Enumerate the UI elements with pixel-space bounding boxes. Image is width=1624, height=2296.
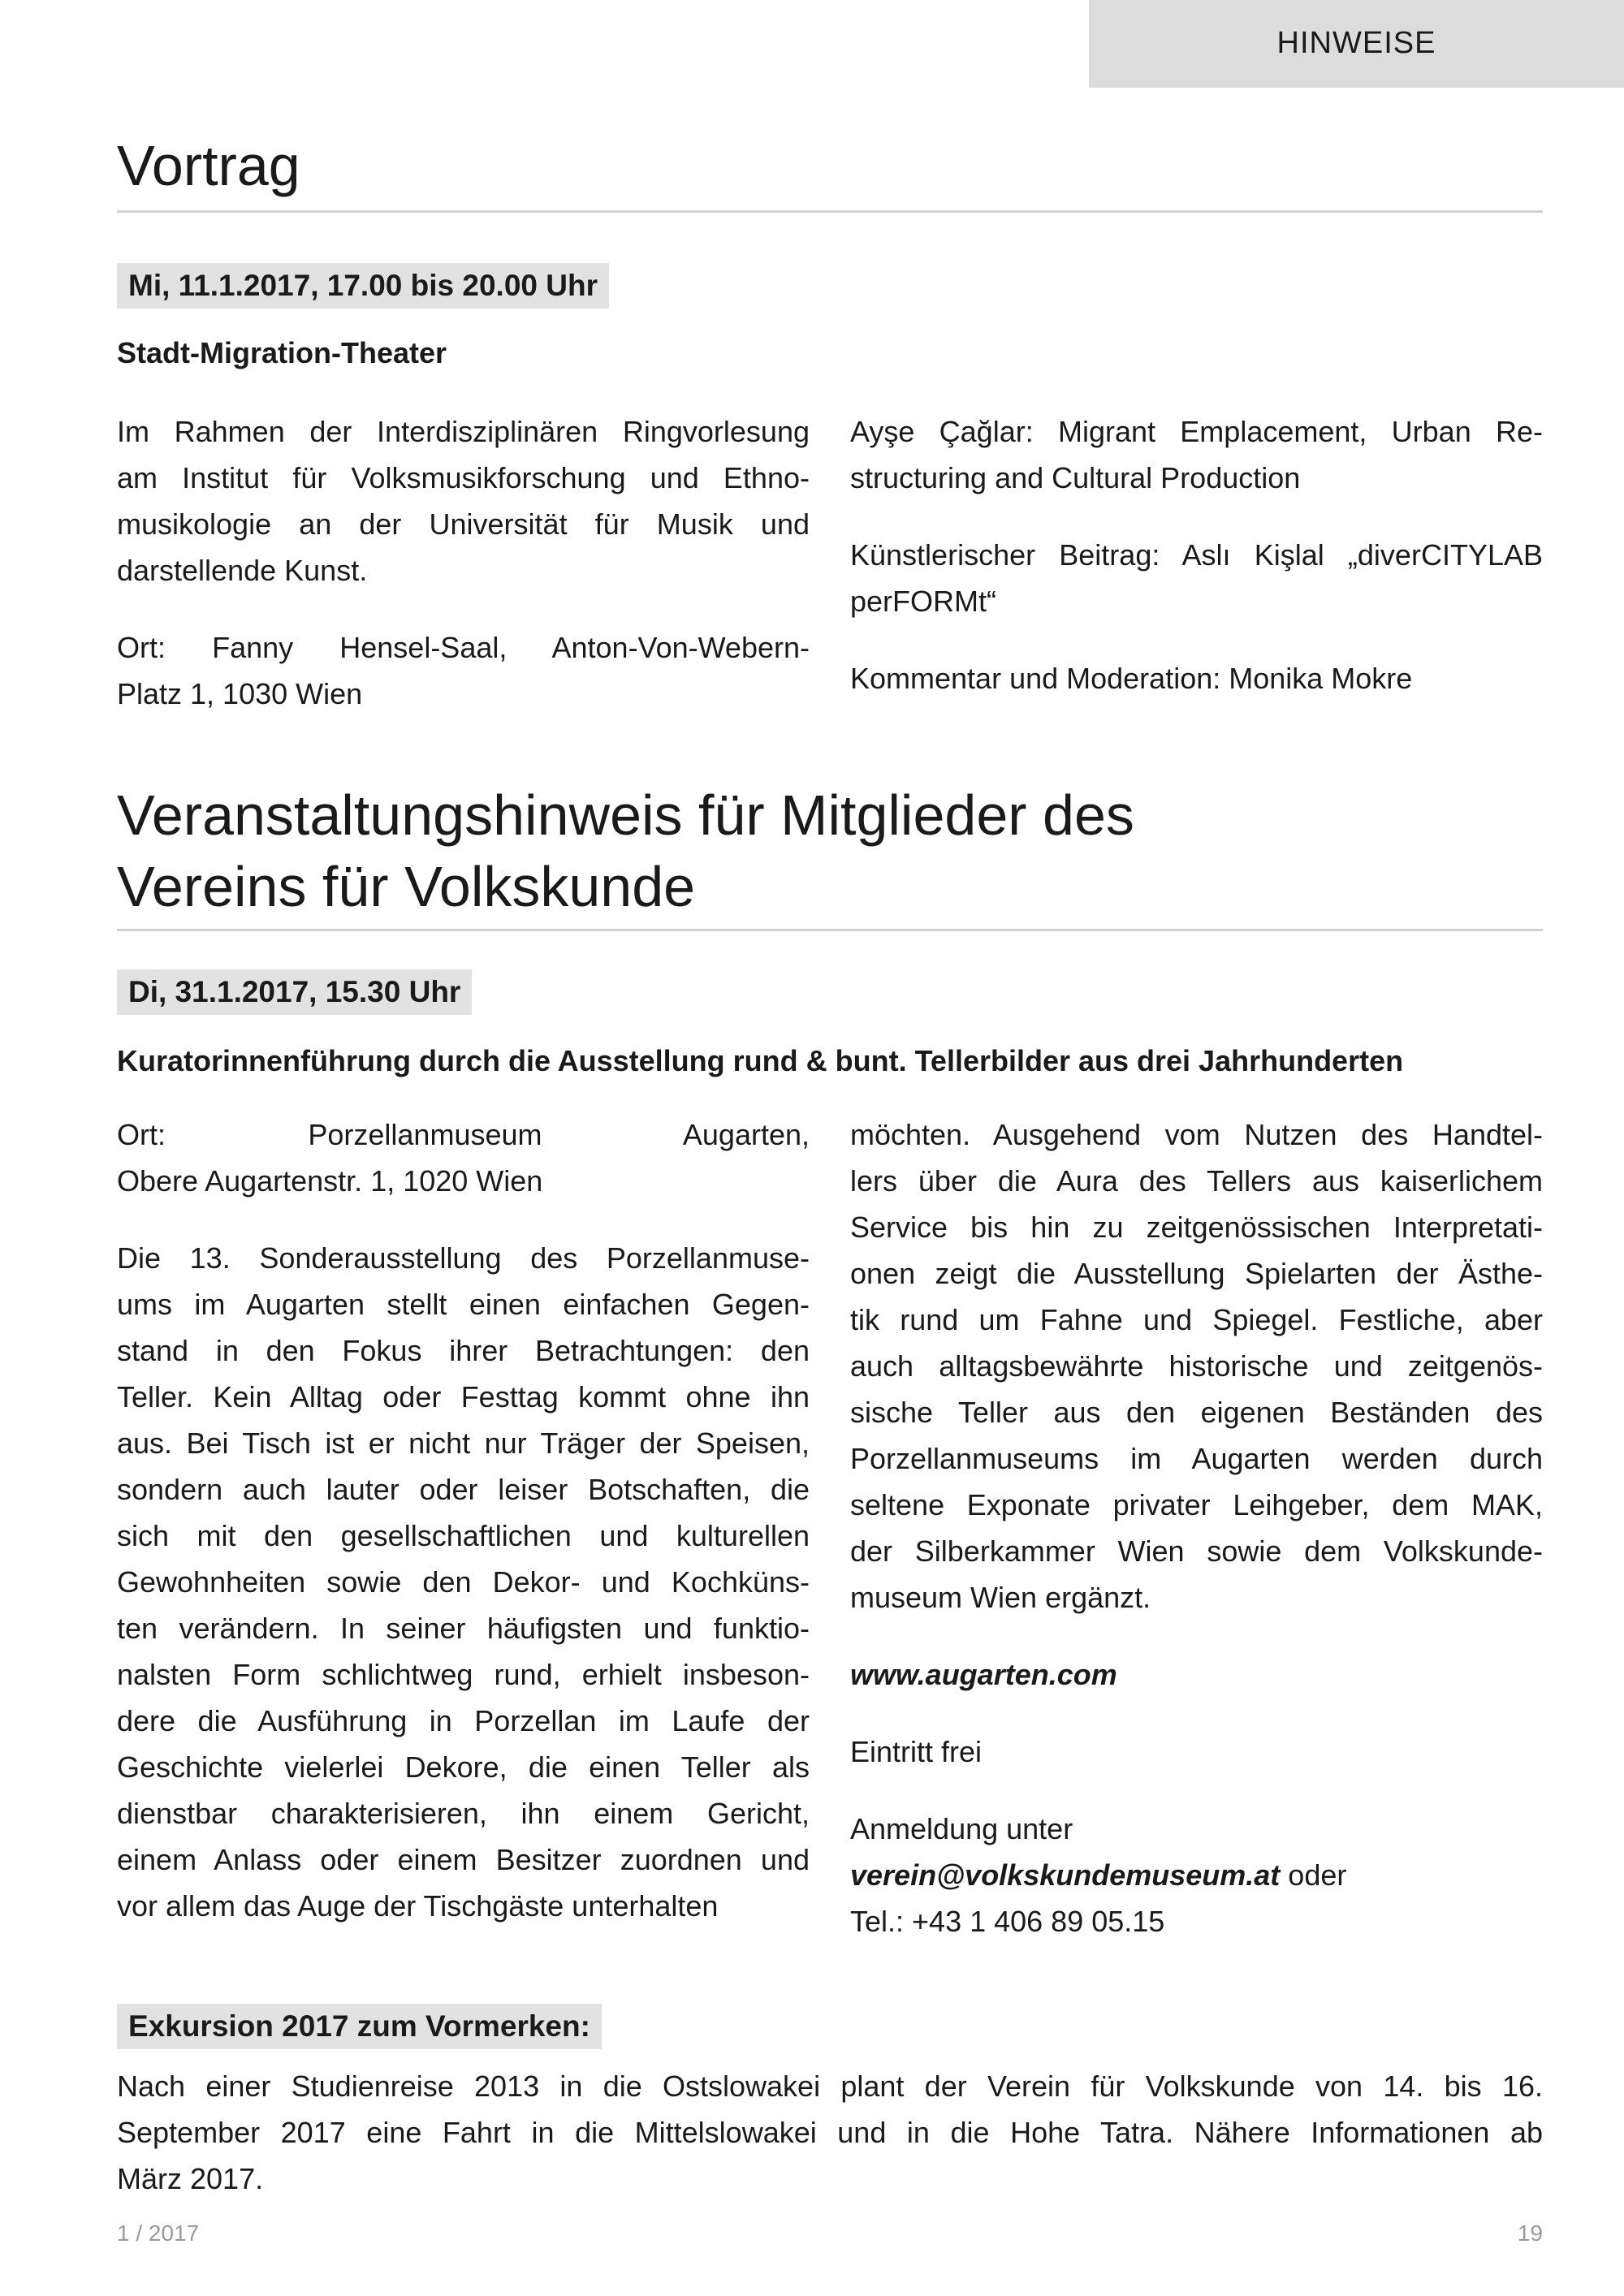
text-line: dienstbar charakterisieren, ihn einem Gericht, [117, 1797, 810, 1830]
divider [117, 210, 1543, 213]
text-line: Die 13. Sonderausstellung des Porzellanmuse- [117, 1241, 810, 1275]
text-line: Teller. Kein Alltag oder Festtag kommt ohne ihn [117, 1380, 810, 1413]
section-tab [1089, 0, 1624, 88]
text-line: dere die Ausführung in Porzellan im Laufe der [117, 1704, 810, 1737]
text-line: auch alltagsbewährte historische und zeitgenös- [850, 1349, 1543, 1383]
text-line: seltene Exponate privater Leihgeber, dem MAK, [850, 1488, 1543, 1521]
section-tab-label: HINWEISE [1276, 26, 1436, 60]
veranstaltung-right-column [850, 1111, 1543, 1944]
text-line: der Silberkammer Wien sowie dem Volkskunde- [850, 1534, 1543, 1568]
text-line: möchten. Ausgehend vom Nutzen des Handtel- [850, 1118, 1543, 1151]
entry-info: Eintritt frei [850, 1735, 983, 1768]
text-line: September 2017 eine Fahrt in die Mittelslowakei und in die Hohe Tatra. Nähere Informationen ab [117, 2116, 1543, 2149]
text-line: darstellende Kunst. [117, 554, 368, 587]
text-line: Im Rahmen der Interdisziplinären Ringvorlesung [117, 415, 810, 448]
website-link[interactable]: www.augarten.com [850, 1658, 1117, 1691]
vortrag-right-column [850, 408, 1543, 701]
text-line: ten verändern. In seiner häufigsten und funktio- [117, 1612, 810, 1645]
paragraph [850, 532, 1543, 624]
paragraph [850, 655, 1543, 701]
veranstaltung-left-column [117, 1111, 810, 1929]
text-line: musikologie an der Universität für Musik und [117, 507, 810, 541]
veranstaltung-title [117, 779, 1134, 922]
paragraph [117, 1111, 810, 1204]
text-line: am Institut für Volksmusikforschung und Ethno- [117, 461, 810, 494]
text-line: Porzellanmuseums im Augarten werden durch [850, 1442, 1543, 1475]
email-link[interactable]: verein@volkskundemuseum.at [850, 1858, 1281, 1892]
paragraph-gap [850, 501, 1543, 532]
text-line: vor allem das Auge der Tischgäste unterhalten [117, 1889, 719, 1923]
text-line: stand in den Fokus ihrer Betrachtungen: den [117, 1334, 810, 1367]
paragraph [117, 408, 810, 593]
paragraph-gap [117, 1204, 810, 1235]
vortrag-date-badge: Mi, 11.1.2017, 17.00 bis 20.00 Uhr [117, 263, 609, 309]
issue-number: 1 / 2017 [117, 2220, 200, 2246]
title-line: Veranstaltungshinweis für Mitglieder des [117, 783, 1134, 847]
registration-label: Anmeldung unter [850, 1812, 1073, 1845]
text-line: Platz 1, 1030 Wien [117, 677, 363, 710]
text-line: Nach einer Studienreise 2013 in die Ostslowakei plant der Verein für Volkskunde von 14. bis 16. [117, 2069, 1543, 2103]
vortrag-left-column [117, 408, 810, 717]
text-line: sische Teller aus den eigenen Beständen des [850, 1396, 1543, 1429]
paragraph [117, 1235, 810, 1929]
text-line: structuring and Cultural Production [850, 461, 1301, 494]
text-line: ums im Augarten stellt einen einfachen Gegen- [117, 1288, 810, 1321]
text-line: Künstlerischer Beitrag: Aslı Kişlal „diverCITYLAB [850, 538, 1543, 572]
text-line: Geschichte vielerlei Dekore, die einen Teller als [117, 1750, 810, 1784]
veranstaltung-date-badge: Di, 31.1.2017, 15.30 Uhr [117, 969, 472, 1015]
text-line: Ort: Fanny Hensel-Saal, Anton-Von-Webern- [117, 631, 810, 664]
text-line: Service bis hin zu zeitgenössischen Interpretati- [850, 1211, 1543, 1244]
paragraph [117, 624, 810, 717]
page-number: 19 [1517, 2220, 1543, 2246]
vortrag-subtitle: Stadt-Migration-Theater [117, 336, 447, 369]
text-line: museum Wien ergänzt. [850, 1581, 1151, 1614]
text-line: lers über die Aura des Tellers aus kaiserlichem [850, 1164, 1543, 1198]
text-line: onen zeigt die Ausstellung Spielarten der Ästhe- [850, 1257, 1543, 1290]
text-line: Kommentar und Moderation: Monika Mokre [850, 662, 1413, 695]
paragraph-gap [117, 593, 810, 624]
text-line: Obere Augartenstr. 1, 1020 Wien [117, 1164, 543, 1198]
text-line: Ort: Porzellanmuseum Augarten, [117, 1118, 810, 1151]
exkursion-text [117, 2063, 1543, 2202]
text-line: sich mit den gesellschaftlichen und kulturellen [117, 1519, 810, 1552]
title-line: Vereins für Volkskunde [117, 855, 696, 918]
text-line: Gewohnheiten sowie den Dekor- und Kochküns- [117, 1565, 810, 1599]
text-line: einem Anlass oder einem Besitzer zuordnen und [117, 1843, 810, 1876]
exkursion-badge: Exkursion 2017 zum Vormerken: [117, 2004, 602, 2049]
email-suffix: oder [1280, 1858, 1347, 1892]
text-line: Ayşe Çağlar: Migrant Emplacement, Urban Re- [850, 415, 1543, 448]
text-line: aus. Bei Tisch ist er nicht nur Träger der Speisen, [117, 1426, 810, 1460]
text-line: März 2017. [117, 2162, 264, 2195]
veranstaltung-subtitle: Kuratorinnenführung durch die Ausstellung rund & bunt. Tellerbilder aus drei Jahrhunderten [117, 1044, 1404, 1077]
divider [117, 929, 1543, 931]
text-line: tik rund um Fahne und Spiegel. Festliche, aber [850, 1303, 1543, 1336]
text-line: nalsten Form schlichtweg rund, erhielt insbeson- [117, 1658, 810, 1691]
paragraph [850, 408, 1543, 501]
phone-number: Tel.: +43 1 406 89 05.15 [850, 1905, 1165, 1938]
paragraph-gap [850, 624, 1543, 655]
text-line: perFORMt“ [850, 585, 996, 618]
vortrag-title: Vortrag [117, 134, 300, 197]
paragraph [850, 1111, 1543, 1621]
text-line: sondern auch lauter oder leiser Botschaften, die [117, 1473, 810, 1506]
